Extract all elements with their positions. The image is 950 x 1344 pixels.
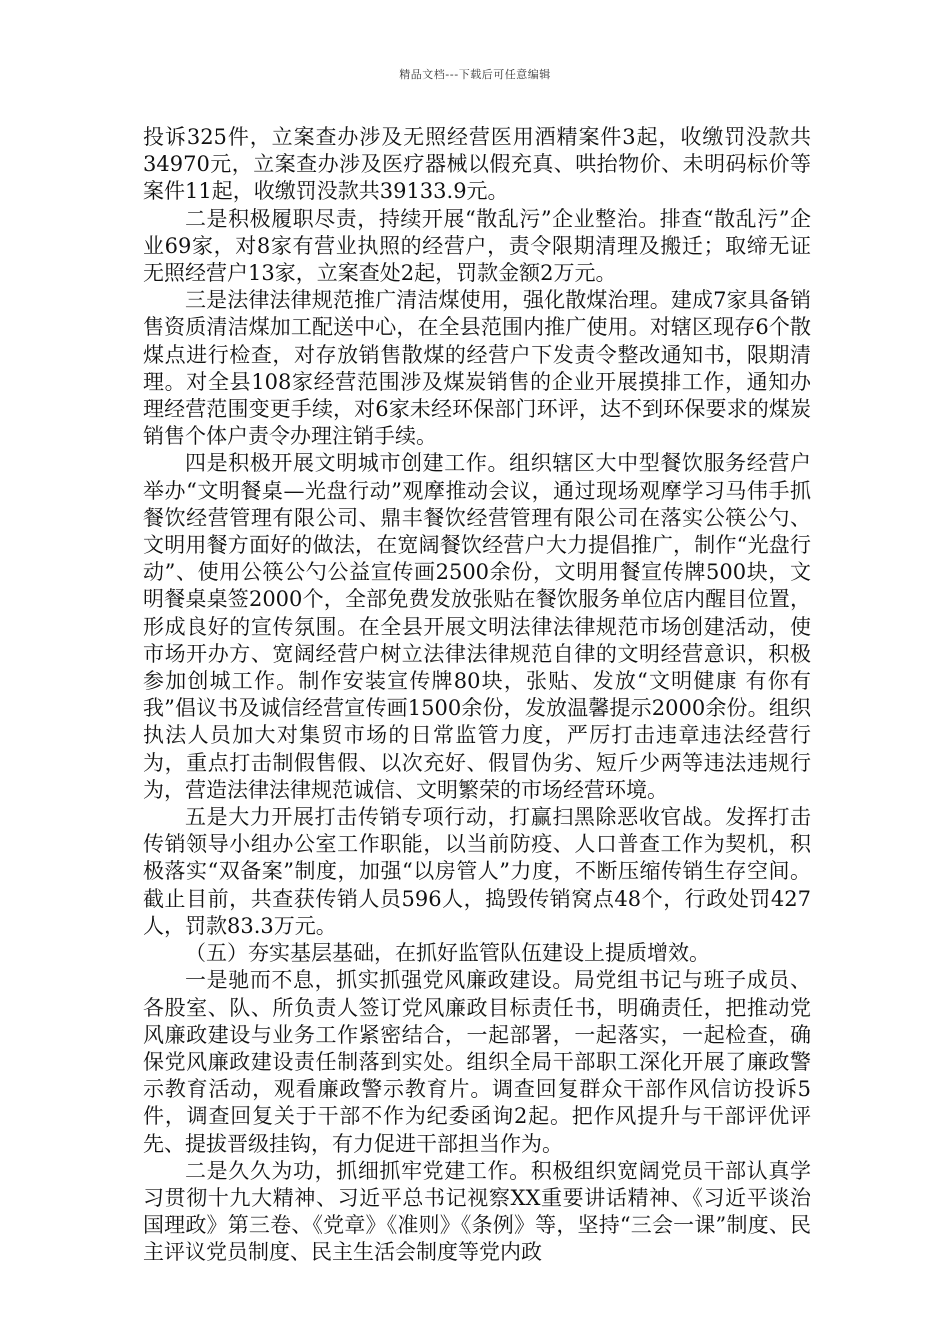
paragraph: 四是积极开展文明城市创建工作。组织辖区大中型餐饮服务经营户举办“文明餐桌—光盘行动”观摩推动会议，通过现场观摩学习马伟手抓餐饮经营管理有限公司、鼎丰餐饮经营管理有限公司在落实公筷公勺、文明用餐方面好的做法，在宽阔餐饮经营户大力提倡推广，制作“光盘行动”、使用公筷公勺公益宣传画2500余份，文明用餐宣传牌500块，文明餐桌桌签2000个，全部免费发放张贴在餐饮服务单位店内醒目位置，形成良好的宣传氛围。在全县开展文明法律法律规范市场创建活动，使市场开办方、宽阔经营户树立法律法律规范自律的文明经营意识，积极参加创城工作。制作安装宣传牌80块，张贴、发放“文明健康 有你有我”倡议书及诚信经营宣传画1500余份，发放温馨提示2000余份。组织执法人员加大对集贸市场的日常监管力度，严厉打击违章违法经营行为，重点打击制假售假、以次充好、假冒伪劣、短斤少两等违法违规行为，营造法律法律规范诚信、文明繁荣的市场经营环境。 xyxy=(143,451,811,802)
page-header: 精品文档---下载后可任意编辑 xyxy=(399,68,551,81)
paragraph: 三是法律法律规范推广清洁煤使用，强化散煤治理。建成7家具备销售资质清洁煤加工配送中心，在全县范围内推广使用。对辖区现存6个散煤点进行检查，对存放销售散煤的经营户下发责令整改通知书，限期清理。对全县108家经营范围涉及煤炭销售的企业开展摸排工作，通知办理经营范围变更手续，对6家未经环保部门环评，达不到环保要求的煤炭销售个体户责令办理注销手续。 xyxy=(143,288,811,449)
paragraph: 二是久久为功，抓细抓牢党建工作。积极组织宽阔党员干部认真学习贯彻十九大精神、习近平总书记视察XX重要讲话精神、《习近平谈治国理政》第三卷、《党章》《准则》《条例》等，坚持“三会一课”制度、民主评议党员制度、民主生活会制度等党内政 xyxy=(143,1158,811,1265)
paragraph: 一是驰而不息，抓实抓强党风廉政建设。局党组书记与班子成员、各股室、队、所负责人签订党风廉政目标责任书，明确责任，把推动党风廉政建设与业务工作紧密结合，一起部署，一起落实，一起检查，确保党风廉政建设责任制落到实处。组织全局干部职工深化开展了廉政警示教育活动，观看廉政警示教育片。调查回复群众干部作风信访投诉5件，调查回复关于干部不作为纪委函询2起。把作风提升与干部评优评先、提拔晋级挂钩，有力促进干部担当作为。 xyxy=(143,968,811,1156)
section-heading: （五）夯实基层基础，在抓好监管队伍建设上提质增效。 xyxy=(185,941,710,966)
document-body xyxy=(143,124,811,1267)
paragraph: 五是大力开展打击传销专项行动，打赢扫黑除恶收官战。发挥打击传销领导小组办公室工作职能，以当前防疫、人口普查工作为契机，积极落实“双备案”制度，加强“以房管人”力度，不断压缩传销生存空间。截止目前，共查获传销人员596人，捣毁传销窝点48个，行政处罚427人，罚款83.3万元。 xyxy=(143,805,811,938)
paragraph: 投诉325件，立案查办涉及无照经营医用酒精案件3起，收缴罚没款共34970元，立案查办涉及医疗器械以假充真、哄抬物价、未明码标价等案件11起，收缴罚没款共39133.9元。 xyxy=(143,125,811,204)
paragraph: 二是积极履职尽责，持续开展“散乱污”企业整治。排查“散乱污”企业69家，对8家有营业执照的经营户，责令限期清理及搬迁；取缔无证无照经营户13家，立案查处2起，罚款金额2万元。 xyxy=(143,206,811,286)
